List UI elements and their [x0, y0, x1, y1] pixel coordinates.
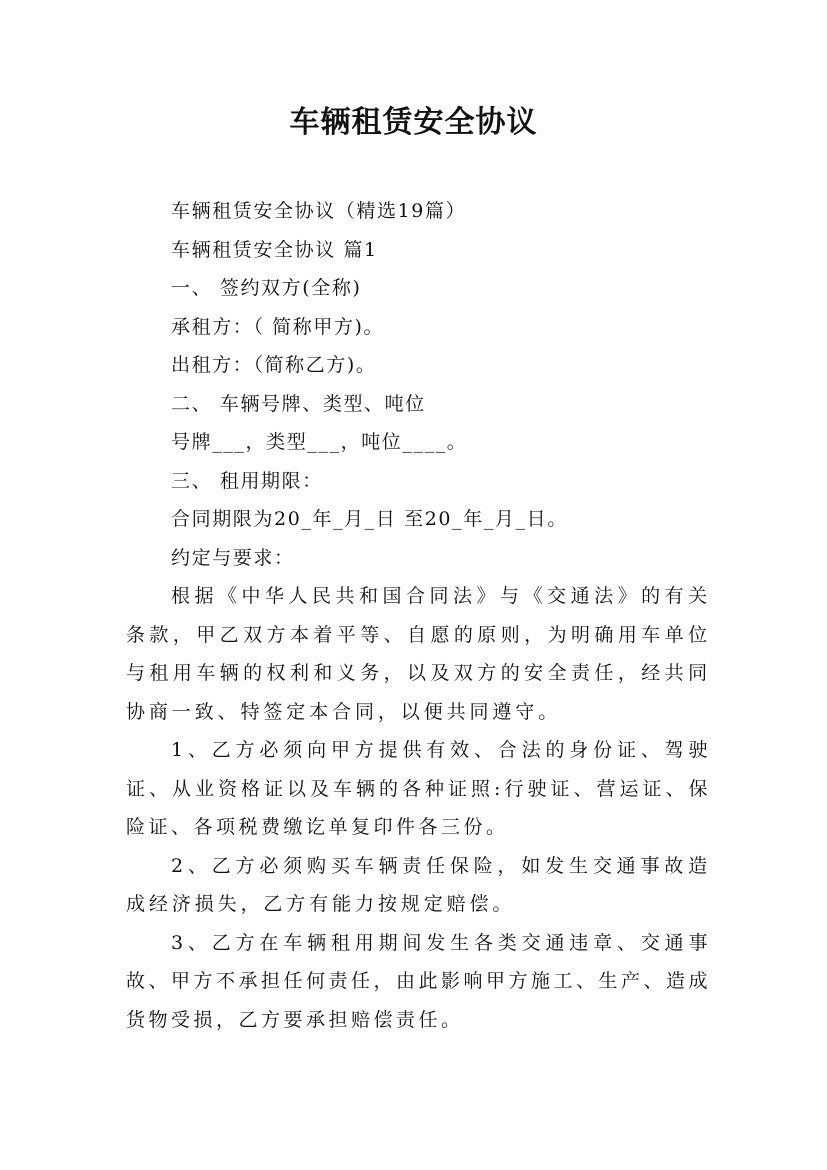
clause-paragraph: 2、乙方必须购买车辆责任保险，如发生交通事故造成经济损失，乙方有能力按规定赔偿。 [126, 854, 711, 915]
clause-heading-terms: 约定与要求： [171, 546, 295, 569]
contract-term-line: 合同期限为20_年_月_日 至20_年_月_日。 [171, 508, 568, 530]
clause-heading-parties: 一、 签约双方(全称) [171, 277, 362, 299]
clause-heading-term: 三、 租用期限： [171, 469, 323, 492]
document-title: 车辆租赁安全协议 [289, 105, 538, 140]
preamble-paragraph: 根据《中华人民共和国合同法》与《交通法》的有关条款，甲乙双方本着平等、自愿的原则，为明确用车单位与租用车辆的权利和义务，以及双方的安全责任，经共同协商一致、特签定本合同，以便共同遵守。 [126, 585, 711, 723]
vehicle-details-line: 号牌___，类型___，吨位____。 [171, 431, 468, 453]
lessee-line: 承租方：（ 简称甲方)。 [171, 315, 385, 338]
lessor-line: 出租方：（简称乙方)。 [171, 354, 377, 376]
document-body [126, 192, 711, 1039]
clause-paragraph: 3、乙方在车辆租用期间发生各类交通违章、交通事故、甲方不承担任何责任，由此影响甲方施工、生产、造成货物受损，乙方要承担赔偿责任。 [126, 931, 712, 1031]
section-heading: 车辆租赁安全协议 篇1 [171, 238, 378, 261]
document-subtitle: 车辆租赁安全协议（精选19篇） [171, 200, 467, 222]
clause-heading-vehicle: 二、 车辆号牌、类型、吨位 [171, 392, 426, 415]
clause-paragraph: 1、乙方必须向甲方提供有效、合法的身份证、驾驶证、从业资格证以及车辆的各种证照:行驶证、营运证、保险证、各项税费缴讫单复印件各三份。 [126, 739, 711, 838]
